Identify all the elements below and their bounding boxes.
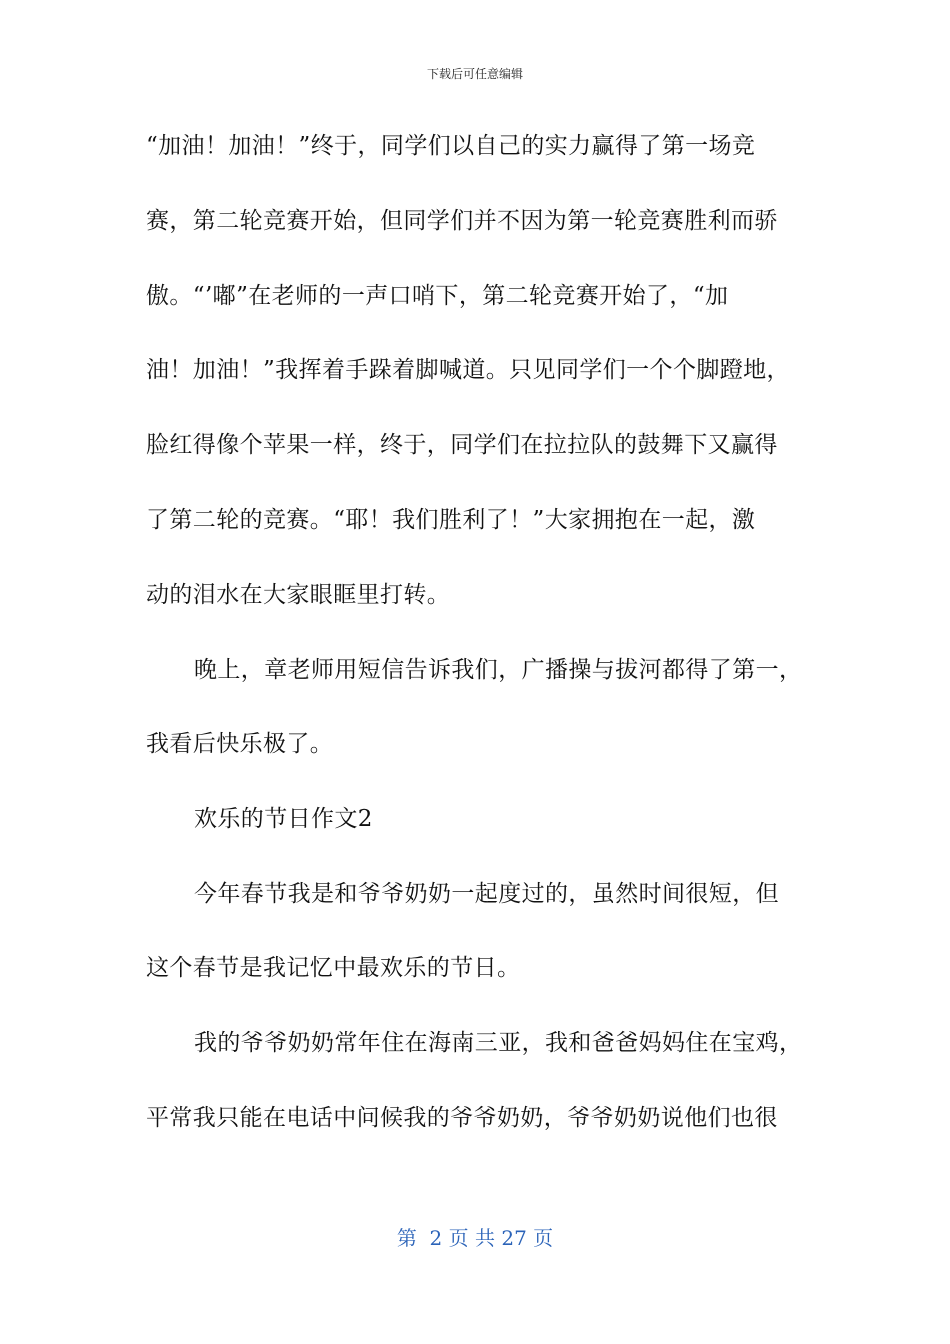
text-line-13: 我的爷爷奶奶常年住在海南三亚，我和爸爸妈妈住在宝鸡， <box>194 1030 803 1056</box>
text-line-2: 赛，第二轮竞赛开始，但同学们并不因为第一轮竞赛胜利而骄 <box>146 208 778 234</box>
text-line-8: 晚上，章老师用短信告诉我们，广播操与拔河都得了第一， <box>194 657 803 683</box>
text-line-9: 我看后快乐极了。 <box>146 731 334 757</box>
text-line-5: 脸红得像个苹果一样，终于，同学们在拉拉队的鼓舞下又赢得 <box>146 432 778 458</box>
text-line-3: 傲。“’嘟”在老师的一声口哨下，第二轮竞赛开始了，“加 <box>146 283 729 309</box>
text-line-6: 了第二轮的竞赛。“耶！我们胜利了！”大家拥抱在一起，激 <box>146 507 756 533</box>
section-heading: 欢乐的节日作文2 <box>194 806 373 832</box>
text-line-7: 动的泪水在大家眼眶里打转。 <box>146 582 451 608</box>
text-line-12: 这个春节是我记忆中最欢乐的节日。 <box>146 955 521 981</box>
page-footer: 第 2 页 共 27 页 <box>396 1226 554 1250</box>
text-line-1: “加油！加油！”终于，同学们以自己的实力赢得了第一场竞 <box>146 133 756 159</box>
text-line-11: 今年春节我是和爷爷奶奶一起度过的，虽然时间很短，但 <box>194 881 779 907</box>
page-header: 下载后可任意编辑 <box>426 67 523 81</box>
text-line-4: 油！加油！”我挥着手跺着脚喊道。只见同学们一个个脚蹬地， <box>146 357 790 383</box>
text-line-14: 平常我只能在电话中问候我的爷爷奶奶，爷爷奶奶说他们也很 <box>146 1105 778 1131</box>
